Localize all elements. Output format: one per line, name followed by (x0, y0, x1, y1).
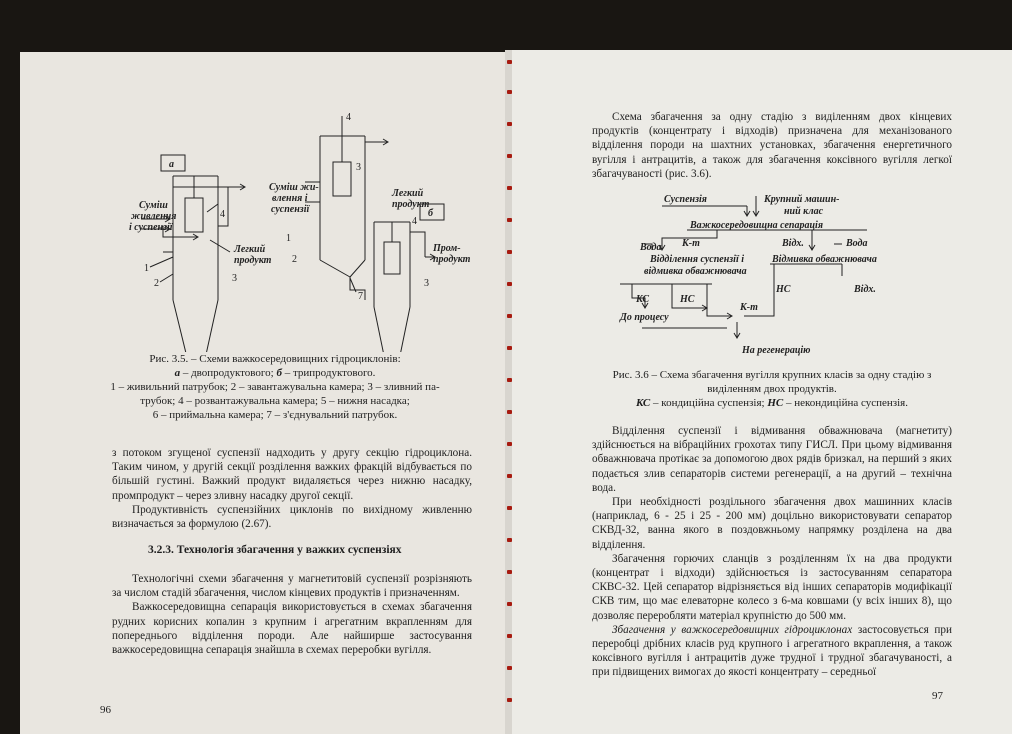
flow-ks: КС (636, 294, 649, 305)
caption-type-b-text: – трипродуктового. (281, 367, 376, 379)
figure-a-feed-label-3: і суспензії (129, 222, 173, 233)
figure-3-5-hydrocyclones (20, 52, 508, 352)
flow-water-right: Вода (846, 238, 868, 249)
caption-ks-text: – кондиційна суспензія; (650, 397, 768, 409)
section-heading-3-2-3: 3.2.3. Технологія збагачення у важких суспензіях (148, 544, 402, 556)
figure-b-box-letter: б (428, 208, 433, 219)
figure-a-light-product-2: продукт (234, 255, 272, 266)
right-paragraph-3: Збагачення горючих сланців з розділенням їх на два продукти (концентрат і відходи) здійснюється із застосуванням сепаратора СКВС-32. Цей сепаратор відрізняється від інших сепараторів модифікації СКВ тим, що має елеваторне колесо з 6-ма ковшами (у всіх інших 8), що дозволяє переробляти матеріал крупністю до 500 мм. (592, 552, 952, 622)
caption-ns: НС (767, 397, 784, 409)
figure-b-middle-product-1: Пром- (433, 243, 461, 254)
figure-a-feed-label-2: живлення (131, 211, 177, 222)
page-number-left: 96 (100, 704, 111, 716)
figure-b-light-product-2: продукт (392, 199, 430, 210)
figure-b-num-3b: 3 (424, 278, 429, 289)
figure-3-5-legend-line-3: 6 – приймальна камера; 7 – з'єднувальний патрубок. (152, 409, 398, 421)
figure-a-light-product-1: Легкий (234, 244, 266, 255)
figure-b-num-3a: 3 (356, 162, 361, 173)
left-body-upper (112, 446, 472, 531)
flow-rejects-out: Відх. (854, 284, 876, 295)
caption-type-b-letter: б (276, 367, 282, 379)
figure-b-num-2: 2 (292, 254, 297, 265)
flow-k-t-top: К-т (682, 238, 700, 249)
right-paragraph-4-rest: застосовується при переробці дрібних класів руд крупного і агрегатного вкраплення, а також коксівного вугілля і антрацитів дуже трудної і трудної збагачуваності, а при підвищених вимогах до якості концентрату – середньої (592, 623, 952, 679)
flow-dense-media-separation: Важкосередовищна сепарація (690, 220, 823, 231)
flow-water-left: Вода (640, 242, 662, 253)
figure-3-5-caption-types (90, 366, 460, 380)
flow-rejects-top: Відх. (782, 238, 804, 249)
flow-suspension: Суспензія (664, 194, 707, 205)
flow-ns-left: НС (680, 294, 695, 305)
figure-3-5-legend-line-2: трубок; 4 – розвантажувальна камера; 5 – нижня насадка; (140, 395, 410, 407)
figure-3-6-flowchart (512, 188, 1012, 388)
figure-3-5-caption-title: Рис. 3.5. – Схеми важкосередовищних гідроциклонів: (149, 353, 401, 365)
figure-3-6-caption-legend (582, 396, 962, 410)
right-paragraph-1: Відділення суспензії і відмивання обважнювача (магнетиту) здійснюється на вібраційних грохотах типу ГИСЛ. При цьому відмивання обважнювача протікає за допомогою двох рядів бризкал, на перший з яких подається злив сепараторів системи регенерації, а на другий – технічна вода. (592, 425, 952, 494)
figure-a-num-2: 2 (154, 278, 159, 289)
right-paragraph-4-italic: Збагачення у важкосередовищних гідроциклонах (612, 623, 853, 636)
figure-b-num-4b: 4 (412, 216, 417, 227)
left-paragraph-3: Технологічні схеми збагачення у магнетитовій суспензії розрізняють за числом стадій збагачення, числом кінцевих продуктів і призначенням. (112, 573, 472, 600)
caption-ks: КС (635, 397, 651, 409)
figure-b-feed-label-1: Суміш жи- (269, 182, 319, 193)
figure-b-feed-label-2: влення і (272, 193, 308, 204)
right-page (512, 50, 1012, 734)
figure-3-5-legend-line-1: 1 – живильний патрубок; 2 – завантажувальна камера; 3 – зливний па- (110, 381, 440, 393)
flow-coarse-class-2: ний клас (784, 206, 824, 217)
figure-b-num-4a: 4 (346, 112, 351, 123)
figure-b-num-7: 7 (358, 291, 363, 302)
figure-3-6-caption-line-2: виділенням двох продуктів. (707, 383, 837, 395)
right-paragraph-2: При необхідності роздільного збагачення двох машинних класів (наприклад, 6 - 25 і 25 - 200 мм) доцільно використовувати сепаратор СКВД-32, ванна якого в поздовжньому напрямку розділена на два відділення. (592, 496, 952, 551)
flow-separation-block-2: відмивка обважнювача (644, 266, 747, 277)
figure-b-feed-label-3: суспензії (271, 204, 310, 215)
figure-a-box-letter: а (169, 159, 174, 170)
figure-a-num-4: 4 (220, 209, 225, 220)
left-paragraph-1: з потоком згущеної суспензії надходить у другу секцію гідроциклона. Таким чином, у другій секції розділення важких фракцій відбувається по більшій густині. Важкий продукт видаляється через нижню насадку, промпродукт – через зливну насадку другої секції. (112, 447, 472, 502)
figure-a-num-1: 1 (144, 263, 149, 274)
caption-type-a-text: – двопродуктового; (180, 367, 277, 379)
right-intro (592, 110, 952, 181)
right-paragraph-4 (592, 623, 952, 680)
caption-type-a-letter: а (174, 367, 181, 379)
left-body-lower (112, 572, 472, 657)
figure-3-6-caption-line-1: Рис. 3.6 – Схема збагачення вугілля крупних класів за одну стадію з (612, 369, 932, 381)
figure-a-feed-label-1: Суміш (139, 200, 168, 211)
right-intro-paragraph: Схема збагачення за одну стадію з виділенням двох кінцевих продуктів (концентрату і відходів) призначена для механізованого відділення породи на шахтних установках, збагачення енергетичного вугілля і антрацитів, а також для збагачення коксівного вугілля легкої збагачуваності (рис. 3.6). (592, 111, 952, 180)
figure-b-middle-product-2: продукт (433, 254, 471, 265)
figure-3-6-caption (582, 368, 962, 410)
flow-ns-right: НС (776, 284, 791, 295)
flow-coarse-class-1: Крупний машин- (764, 194, 840, 205)
flow-to-process: До процесу (620, 312, 669, 323)
figure-b-light-product-1: Легкий (392, 188, 424, 199)
right-body (592, 424, 952, 680)
figure-a-num-3: 3 (232, 273, 237, 284)
flow-to-regeneration: На регенерацію (742, 345, 811, 356)
flow-separation-block-1: Відділення суспензії і (650, 254, 745, 265)
figure-b-num-1: 1 (286, 233, 291, 244)
figure-3-5-caption (90, 352, 460, 422)
left-page (20, 52, 508, 734)
flow-k-t-bottom: К-т (740, 302, 758, 313)
page-number-right: 97 (932, 690, 943, 702)
left-paragraph-4: Важкосередовищна сепарація використовується в схемах збагачення рудних корисних копалин з крупним і агрегатним вкрапленням для попереднього відділення породи. Але найширше застосування важкосередовищна сепарація знайшла в схемах переробки вугілля. (112, 601, 472, 657)
caption-ns-text: – некондиційна суспензія. (783, 397, 908, 409)
flow-washing-block: Відмивка обважнювача (772, 254, 877, 265)
left-paragraph-2: Продуктивність суспензійних циклонів по вихідному живленню визначається за формулою (2.67). (112, 503, 472, 531)
